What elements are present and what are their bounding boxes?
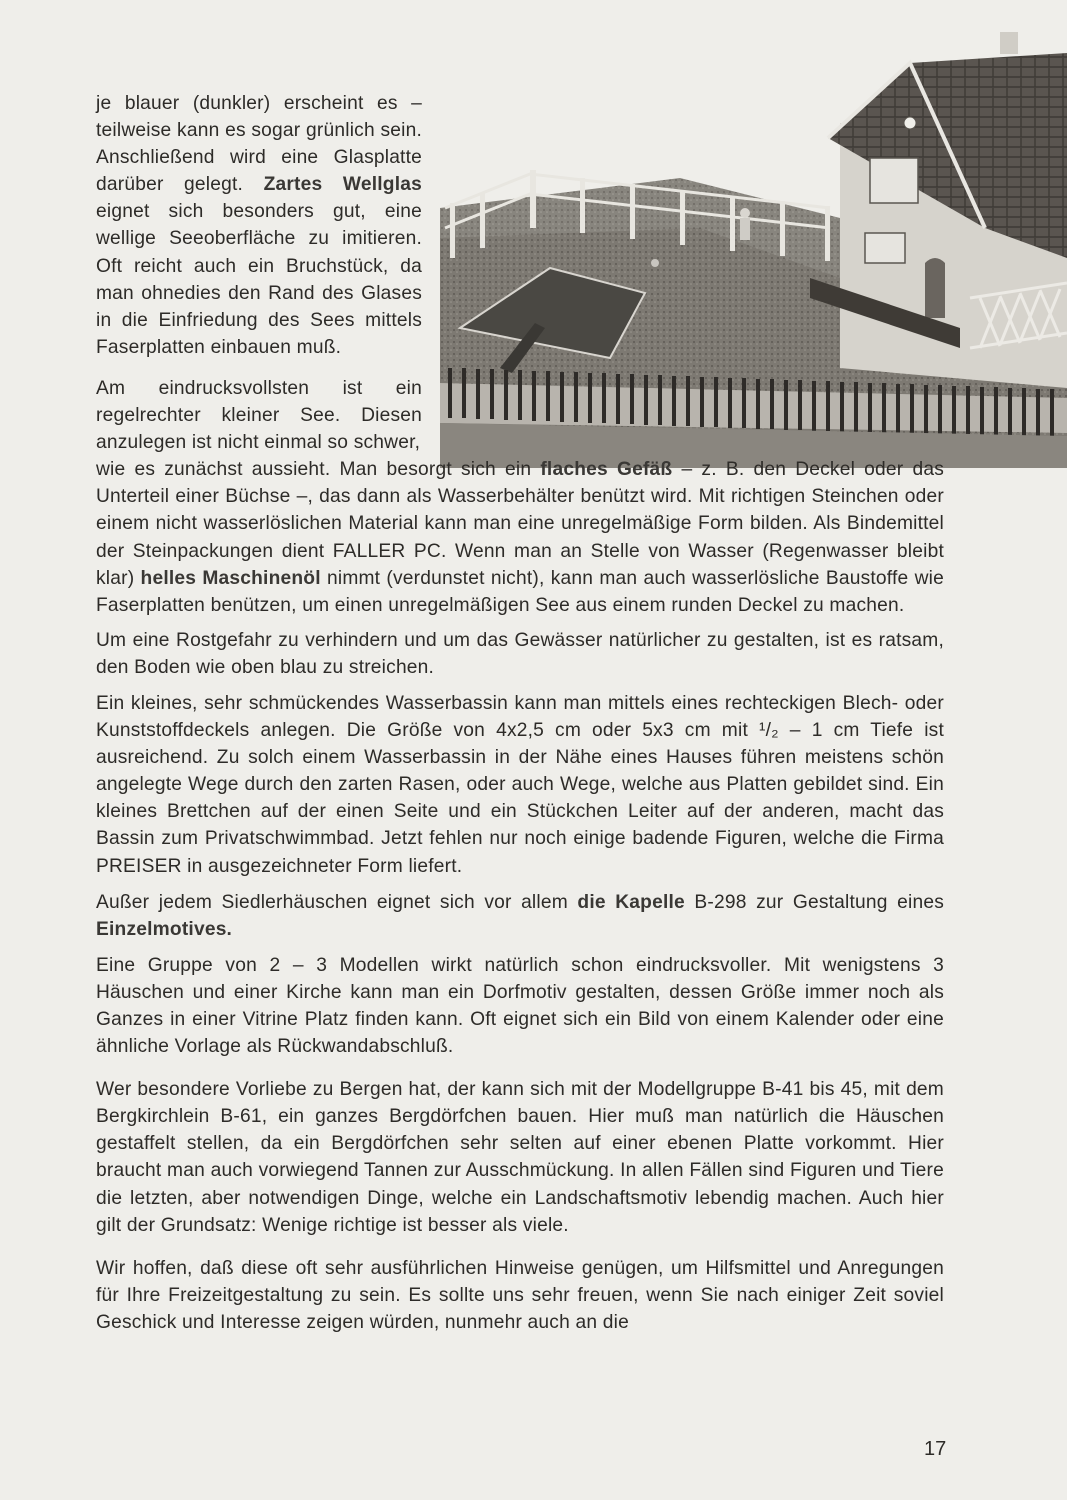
paragraph-8: Wir hoffen, daß diese oft sehr ausführlichen Hinweise genügen, um Hilfsmittel und Anregungen für Ihre Freizeitgestaltung zu sein. Es sollte uns sehr freuen, wenn Sie nach einiger Zeit soviel Geschick und Interesse zeigen würden, nunmehr auch an die [96, 1257, 944, 1333]
paragraph-1 [96, 90, 422, 361]
bold-term-zartes-wellglas: Zartes Wellglas [263, 174, 422, 196]
paragraph-3: Um eine Rostgefahr zu verhindern und um das Gewässer natürlicher zu gestalten, ist es ratsam, den Boden wie oben blau zu streichen. [96, 629, 944, 678]
paragraph-5 [96, 889, 944, 943]
text-run: Außer jedem Siedlerhäuschen eignet sich vor allem [96, 891, 578, 913]
bold-term-einzelmotives: Einzelmotives. [96, 918, 233, 940]
paragraph-2-wide-part [96, 456, 944, 619]
text-run: – z. B. den Deckel oder das Unterteil einer Büchse –, das dann als Wasserbehälter benützt wird. Mit richtigen Steinchen oder einem nicht wasserlöslichen Material kann man eine unregelmäßige Form bilden. Als Bindemittel der Steinpackungen dient FALLER PC. Wenn man an Stelle von Wasser (Regenwasser bleibt klar) [96, 459, 944, 589]
bold-term-maschinenoel: helles Maschinenöl [140, 567, 321, 589]
paragraph-6: Eine Gruppe von 2 – 3 Modellen wirkt natürlich schon eindrucksvoller. Mit wenigstens 3 Häuschen und einer Kirche kann man ein Dorfmotiv gestalten, dessen Größe immer noch als Ganzes in einer Vitrine Platz finden kann. Oft eignet sich ein Bild von einem Kalender oder eine ähnliche Vorlage als Rückwandabschluß. [96, 954, 944, 1058]
text-run: wie es zunächst aussieht. Man besorgt sich ein [96, 459, 541, 481]
text-run: je blauer (dunkler) erscheint es – teilweise kann es sogar grünlich sein. Anschließend wird eine Glasplatte darüber gelegt. [96, 93, 422, 196]
bold-term-kapelle: die Kapelle [577, 891, 685, 913]
paragraph-2-narrow-part: Am eindrucksvollsten ist ein regelrechter kleiner See. Diesen anzulegen ist nicht einmal so schwer, [96, 377, 422, 454]
paragraph-7: Wer besondere Vorliebe zu Bergen hat, der kann sich mit der Modellgruppe B-41 bis 45, mit dem Bergkirchlein B-61, ein ganzes Bergdörfchen bauen. Hier muß man natürlich die Häuschen gestaffelt stellen, da ein Bergdörfchen sehr selten auf einer ebenen Platte vorkommt. Hier braucht man auch vorwiegend Tannen zur Ausschmückung. In allen Fällen sind Figuren und Tiere die letzten, aber notwendigen Dinge, welche ein Landschaftsmotiv lebendig machen. Auch hier gilt der Grundsatz: Wenige richtige ist besser als viele. [96, 1079, 944, 1236]
paragraph-4: Ein kleines, sehr schmückendes Wasserbassin kann man mittels eines rechteckigen Blech- oder Kunststoffdeckels anlegen. Die Größe von 4x2,5 cm oder 5x3 cm mit ¹/₂ – 1 cm Tiefe ist ausreichend. Zu solch einem Wasserbassin in der Nähe eines Hauses führen meistens schön angelegte Wege durch den zarten Rasen, oder auch Wege, welche aus Platten gebildet sind. Ein kleines Brettchen auf der einen Seite und ein Stückchen Leiter auf der anderen, macht das Bassin zum Privatschwimmbad. Jetzt fehlen nur noch einige badende Figuren, welche die Firma PREISER in ausgezeichneter Form liefert. [96, 692, 944, 877]
body-text [96, 90, 944, 1345]
text-run: nimmt (verdunstet nicht), kann man auch wasserlösliche Baustoffe wie Faserplatten benützen, um einen unregelmäßigen See aus einem runden Deckel zu machen. [96, 567, 944, 616]
bold-term-flaches-gefaess: flaches Gefäß [540, 459, 673, 481]
text-run: B-298 zur Gestaltung eines [684, 891, 944, 913]
page-number: 17 [924, 1438, 947, 1460]
paragraph-2 [96, 375, 944, 619]
text-run: eignet sich besonders gut, eine wellige Seeoberfläche zu imitieren. Oft reicht auch ein Bruchstück, da man ohnedies den Rand des Glases in die Einfriedung des Sees mittels Faserplatten einbauen muß. [96, 201, 422, 358]
